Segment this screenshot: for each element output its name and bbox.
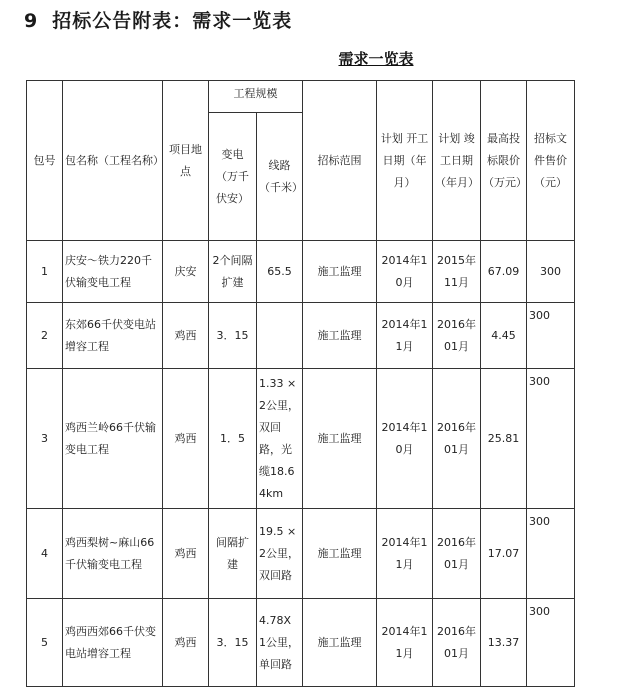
header-row	[27, 81, 575, 113]
cell-pkg: 1	[27, 241, 63, 303]
cell-substation: 1．5	[209, 369, 257, 509]
section-title: 招标公告附表：需求一览表	[52, 10, 293, 32]
table-row	[27, 509, 575, 599]
header-name: 包名称（工程名称）	[63, 81, 163, 241]
cell-name: 庆安～铁力220千伏输变电工程	[63, 241, 163, 303]
cell-end: 2016年01月	[433, 303, 481, 369]
table-row	[27, 241, 575, 303]
cell-max-price: 13.37	[481, 599, 527, 687]
cell-start: 2014年10月	[377, 241, 433, 303]
cell-start: 2014年11月	[377, 303, 433, 369]
cell-scope: 施工监理	[303, 303, 377, 369]
cell-max-price: 4.45	[481, 303, 527, 369]
cell-pkg: 5	[27, 599, 63, 687]
header-doc-price: 招标文件售价（元）	[527, 81, 575, 241]
requirements-table	[26, 80, 575, 687]
cell-doc-price: 300	[527, 599, 575, 687]
cell-end: 2016年01月	[433, 599, 481, 687]
header-line: 线路（千米）	[257, 113, 303, 241]
header-pkg: 包号	[27, 81, 63, 241]
cell-pkg: 4	[27, 509, 63, 599]
cell-pkg: 2	[27, 303, 63, 369]
cell-substation: 2个间隔扩建	[209, 241, 257, 303]
cell-end: 2016年01月	[433, 509, 481, 599]
cell-doc-price: 300	[527, 303, 575, 369]
header-start: 计划 开工日期（年月）	[377, 81, 433, 241]
cell-start: 2014年11月	[377, 509, 433, 599]
cell-location: 鸡西	[163, 303, 209, 369]
header-scope: 招标范围	[303, 81, 377, 241]
table-row	[27, 369, 575, 509]
cell-doc-price: 300	[527, 369, 575, 509]
cell-substation: 3．15	[209, 599, 257, 687]
cell-max-price: 25.81	[481, 369, 527, 509]
header-max-price: 最高投标限价（万元）	[481, 81, 527, 241]
header-end: 计划 竣工日期（年月）	[433, 81, 481, 241]
cell-line	[257, 303, 303, 369]
cell-location: 鸡西	[163, 599, 209, 687]
cell-start: 2014年10月	[377, 369, 433, 509]
cell-doc-price: 300	[527, 241, 575, 303]
header-scale: 工程规模	[209, 81, 303, 113]
cell-substation: 间隔扩建	[209, 509, 257, 599]
cell-name: 东郊66千伏变电站增容工程	[63, 303, 163, 369]
table-row	[27, 599, 575, 687]
cell-scope: 施工监理	[303, 369, 377, 509]
cell-max-price: 67.09	[481, 241, 527, 303]
cell-line: 1.33 ×2公里，双回路，光缆18.64km	[257, 369, 303, 509]
section-heading	[24, 6, 292, 33]
cell-name: 鸡西西郊66千伏变电站增容工程	[63, 599, 163, 687]
cell-name: 鸡西兰岭66千伏输变电工程	[63, 369, 163, 509]
cell-pkg: 3	[27, 369, 63, 509]
cell-line: 19.5 ×2公里，双回路	[257, 509, 303, 599]
table-title-text: 需求一览表	[338, 50, 414, 68]
cell-scope: 施工监理	[303, 599, 377, 687]
cell-scope: 施工监理	[303, 509, 377, 599]
cell-end: 2015年11月	[433, 241, 481, 303]
cell-max-price: 17.07	[481, 509, 527, 599]
cell-doc-price: 300	[527, 509, 575, 599]
cell-start: 2014年11月	[377, 599, 433, 687]
cell-line: 4.78X 1公里，单回路	[257, 599, 303, 687]
header-location: 项目地点	[163, 81, 209, 241]
table-row	[27, 303, 575, 369]
cell-end: 2016年01月	[433, 369, 481, 509]
cell-location: 鸡西	[163, 509, 209, 599]
cell-substation: 3．15	[209, 303, 257, 369]
table-title	[0, 48, 632, 69]
header-substation: 变电（万千伏安）	[209, 113, 257, 241]
cell-line: 65.5	[257, 241, 303, 303]
cell-scope: 施工监理	[303, 241, 377, 303]
cell-location: 鸡西	[163, 369, 209, 509]
cell-name: 鸡西梨树~麻山66千伏输变电工程	[63, 509, 163, 599]
cell-location: 庆安	[163, 241, 209, 303]
section-number: 9	[24, 10, 39, 32]
